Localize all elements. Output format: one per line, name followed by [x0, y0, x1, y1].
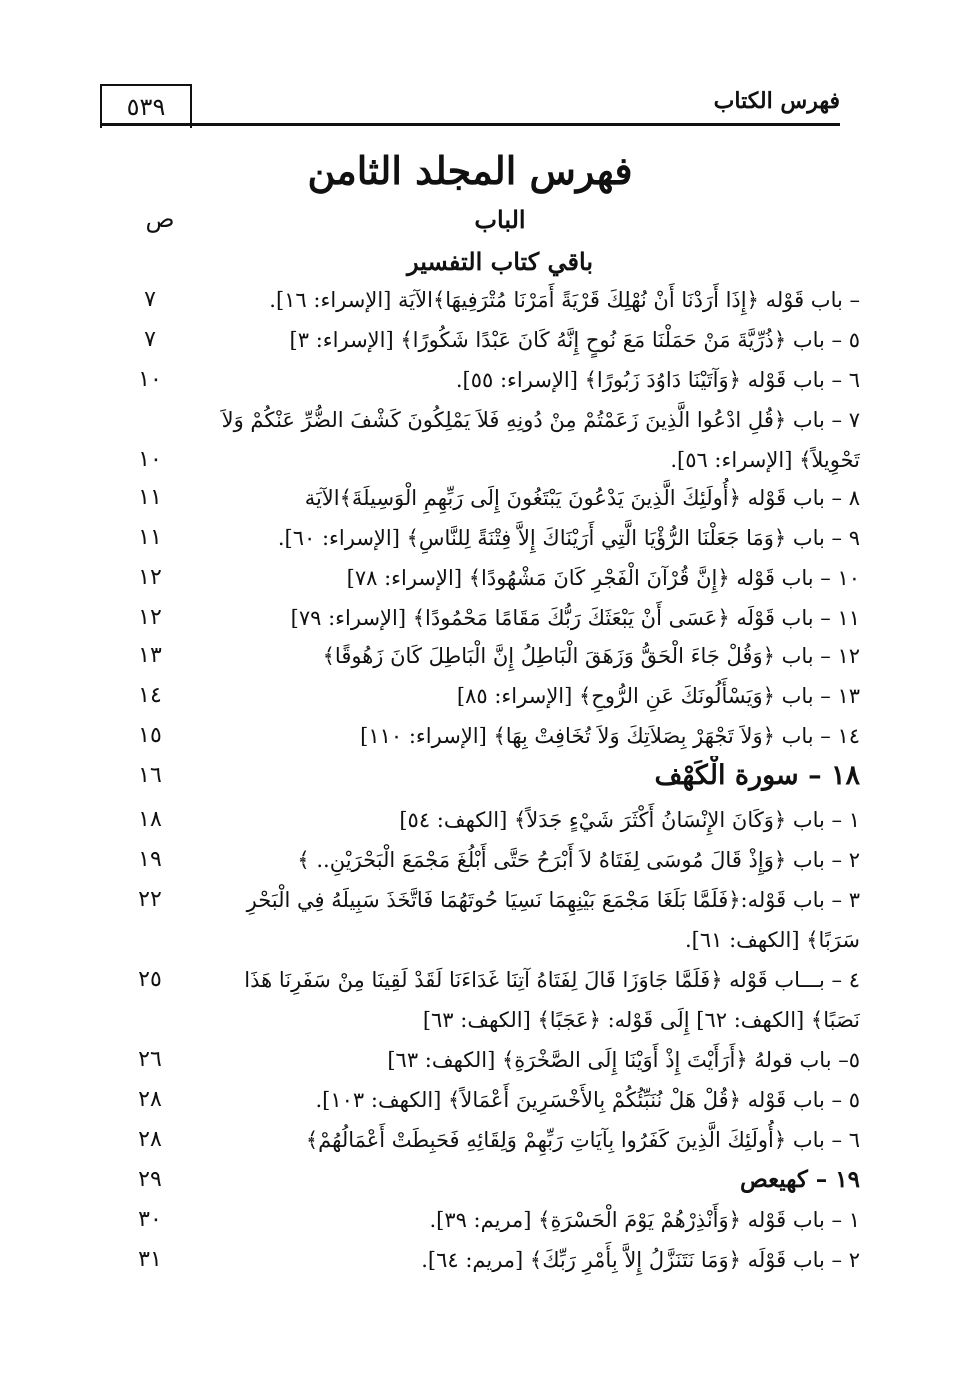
page-number: ٥٣٩ — [100, 84, 192, 128]
sura-title: ١٨ – سورة الْكَهْف — [654, 760, 860, 791]
entry-page: ١٥ — [138, 723, 162, 748]
entry-page: ١٢ — [138, 605, 162, 630]
entry-page: ١٩ — [138, 847, 162, 872]
sura-title: ١٩ – كهيعص — [740, 1166, 860, 1193]
entry-page: ١٤ — [138, 683, 162, 708]
toc-entry — [100, 400, 860, 480]
entry-page: ٧ — [144, 287, 156, 312]
entry-text: – باب قَوْله ﴿إِذَا أَرَدْنَا أَنْ نُهْلِكَ قَرْيَةً أَمَرْنَا مُتْرَفِيهَا﴾الآيَة [الإسراء: ١٦]. — [269, 288, 860, 312]
entry-text: ٥ – باب ﴿ذُرِّيَّةَ مَنْ حَمَلْنَا مَعَ نُوحٍ إِنَّهُ كَانَ عَبْدًا شَكُورًا﴾ [الإسراء: ٣] — [289, 328, 860, 352]
entry-text: ١ – باب ﴿وَكَانَ الإِنْسَانُ أَكْثَرَ شَيْءٍ جَدَلاً﴾ [الكهف: ٥٤] — [399, 808, 860, 832]
running-title: فهرس الكتاب — [713, 88, 840, 114]
entry-text: ١١ – باب قَوْلَه ﴿عَسَى أَنْ يَبْعَثَكَ رَبُّكَ مَقَامًا مَحْمُودًا﴾ [الإسراء: ٧٩] — [290, 606, 860, 630]
entry-page: ٢٢ — [138, 887, 162, 912]
entry-page: ٧ — [144, 327, 156, 352]
entry-page: ٣١ — [138, 1247, 162, 1272]
entry-text: ١٣ – باب ﴿وَيَسْأَلُونَكَ عَنِ الرُّوحِ﴾ [الإسراء: ٨٥] — [456, 684, 860, 708]
header-rule — [100, 123, 840, 126]
entry-page: ٢٦ — [138, 1047, 162, 1072]
entry-text: ١٢ – باب ﴿وَقُلْ جَاءَ الْحَقُّ وَزَهَقَ الْبَاطِلُ إِنَّ الْبَاطِلَ كَانَ زَهُوقًا﴾ — [322, 644, 860, 668]
entry-text: ٢ – باب قَوْلَه ﴿وَمَا نَتَنَزَّلُ إِلاَّ بِأَمْرِ رَبِّكَ﴾ [مريم: ٦٤]. — [421, 1248, 860, 1272]
entry-text: ٦ – باب ﴿أُولَئِكَ الَّذِينَ كَفَرُوا بِآيَاتِ رَبِّهِمْ وَلِقَائِهِ فَحَبِطَتْ أَعْمَالُهُمْ﴾ — [305, 1128, 860, 1152]
entry-page: ١٢ — [138, 565, 162, 590]
entry-text: ٥– باب قولهُ ﴿أَرَأَيْتَ إِذْ أَوَيْنَا إِلَى الصَّخْرَةِ﴾ [الكهف: ٦٣] — [387, 1048, 860, 1072]
entry-text: ٢ – باب ﴿وَإِذْ قَالَ مُوسَى لِفَتَاهُ لاَ أَبْرَحُ حَتَّى أَبْلُغَ مَجْمَعَ الْبَحْرَيْنِ.. ﴾ — [297, 848, 860, 872]
entry-text: ٧ – باب ﴿قُلِ ادْعُوا الَّذِينَ زَعَمْتُمْ مِنْ دُونِهِ فَلاَ يَمْلِكُونَ كَشْفَ الضُّرِّ عَنْكُمْ وَلاَ تَحْوِيلاً﴾ [الإسراء: ٥٦]. — [221, 408, 860, 472]
page-header — [100, 84, 840, 126]
entry-text: ٣ – باب قَوْله:﴿فَلَمَّا بَلَغَا مَجْمَعَ بَيْنِهِمَا نَسِيَا حُوتَهُمَا فَاتَّخَذَ سَبِيلَهُ فِي الْبَحْرِ سَرَبًا﴾ [الكهف: ٦١]. — [246, 888, 860, 952]
section-heading: باقي كتاب التفسير — [406, 247, 593, 276]
entry-text: ٤ – بـــاب قَوْله ﴿فَلَمَّا جَاوَزَا قَالَ لِفَتَاهُ آتِنَا غَدَاءَنَا لَقَدْ لَقِينَا مِنْ سَفَرِنَا هَذَا نَصَبًا﴾ [الكهف: ٦٢] إِلَى قَوْله: ﴿عَجَبًا﴾ [الكهف: ٦٣] — [244, 968, 860, 1032]
entry-text: ٥ – باب قَوْله ﴿قُلْ هَلْ نُنَبِّئُكُمْ بِالأَخْسَرِينَ أَعْمَالاً﴾ [الكهف: ١٠٣]. — [315, 1088, 860, 1112]
entry-text: ٩ – باب ﴿وَمَا جَعَلْنَا الرُّؤْيَا الَّتِي أَرَيْنَاكَ إِلاَّ فِتْنَةً لِلنَّاسِ﴾ [الإسراء: ٦٠]. — [277, 526, 860, 550]
entry-text: ٦ – باب قَوْله ﴿وَآتَيْنَا دَاوُدَ زَبُورًا﴾ [الإسراء: ٥٥]. — [455, 368, 860, 392]
entry-text: ١ – باب قَوْله ﴿وَأَنْذِرْهُمْ يَوْمَ الْحَسْرَةِ﴾ [مريم: ٣٩]. — [429, 1208, 860, 1232]
toc-entry — [100, 880, 860, 960]
column-header-page: ص — [145, 205, 175, 233]
entry-page: ١١ — [138, 525, 162, 550]
entry-text: ١٤ – باب ﴿وَلاَ تَجْهَرْ بِصَلاَتِكَ وَلاَ تُخَافِتْ بِهَا﴾ [الإسراء: ١١٠] — [360, 724, 860, 748]
entry-page: ١٠ — [138, 447, 162, 472]
entry-page: ١٣ — [138, 643, 162, 668]
entry-page: ١٦ — [138, 763, 162, 788]
entry-page: ٢٥ — [138, 967, 162, 992]
entry-page: ٣٠ — [138, 1207, 162, 1232]
entry-page: ١٠ — [138, 367, 162, 392]
entry-page: ١١ — [138, 485, 162, 510]
entry-page: ٢٨ — [138, 1127, 162, 1152]
entry-text: ١٠ – باب قَوْله ﴿إِنَّ قُرْآنَ الْفَجْرِ كَانَ مَشْهُودًا﴾ [الإسراء: ٧٨] — [346, 566, 860, 590]
column-header-bab: الباب — [474, 205, 526, 234]
toc-entry — [100, 960, 860, 1040]
page-title: فهرس المجلد الثامن — [307, 148, 633, 193]
entry-page: ٢٩ — [138, 1167, 162, 1192]
entry-page: ٢٨ — [138, 1087, 162, 1112]
entry-text: ٨ – باب قَوْله ﴿أُولَئِكَ الَّذِينَ يَدْعُونَ يَبْتَغُونَ إِلَى رَبِّهِمِ الْوَسِيلَةَ﴾الآيَة — [304, 486, 860, 510]
entry-page: ١٨ — [138, 807, 162, 832]
